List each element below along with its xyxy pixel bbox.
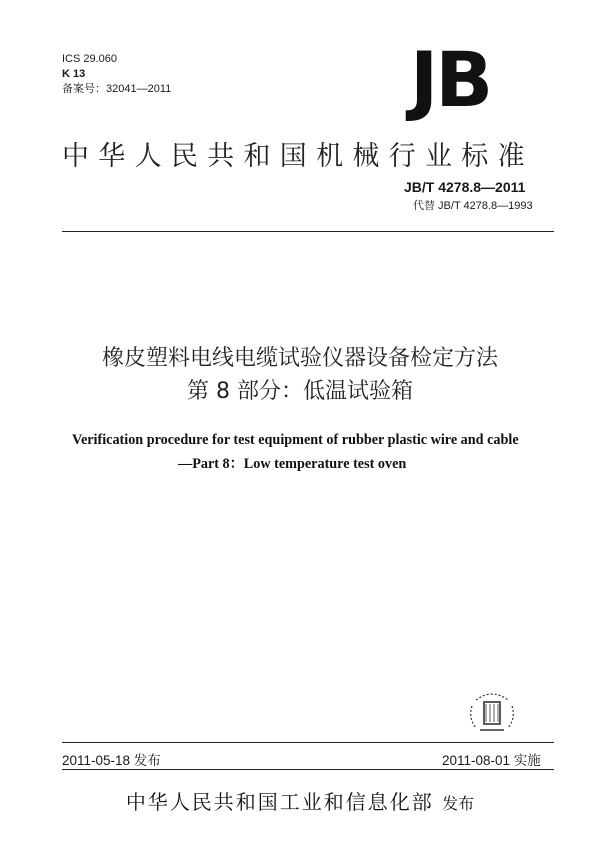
footer-divider-top (62, 742, 554, 743)
footer-divider-bottom (62, 769, 554, 770)
title-cn-line2: 第 8 部分：低温试验箱 (187, 379, 413, 404)
replaced-standard: 代替 JB/T 4278.8—1993 (413, 200, 533, 212)
title-en-line1: Verification procedure for test equipment of rubber plastic wire and cable (72, 432, 519, 448)
issuer-name: 中华人民共和国工业和信息化部 (125, 790, 434, 814)
ccs-code: K 13 (62, 68, 86, 80)
issue-date: 2011-05-18 发布 (62, 753, 161, 768)
ics-code: ICS 29.060 (62, 53, 118, 65)
issuer-suffix: 发布 (442, 794, 475, 813)
jb-logo: JB (410, 35, 491, 124)
record-number: 备案号：32041—2011 (62, 83, 172, 95)
standard-number: JB/T 4278.8—2011 (404, 179, 526, 195)
publisher-seal-icon (462, 684, 522, 736)
header-divider (62, 231, 554, 232)
implementation-date: 2011-08-01 实施 (442, 753, 541, 768)
title-cn-line1: 橡皮塑料电线电缆试验仪器设备检定方法 (101, 346, 498, 371)
standard-category-title: 中华人民共和国机械行业标准 (62, 141, 534, 172)
title-en-line2: —Part 8：Low temperature test oven (178, 456, 407, 472)
issuing-authority (0, 786, 600, 815)
